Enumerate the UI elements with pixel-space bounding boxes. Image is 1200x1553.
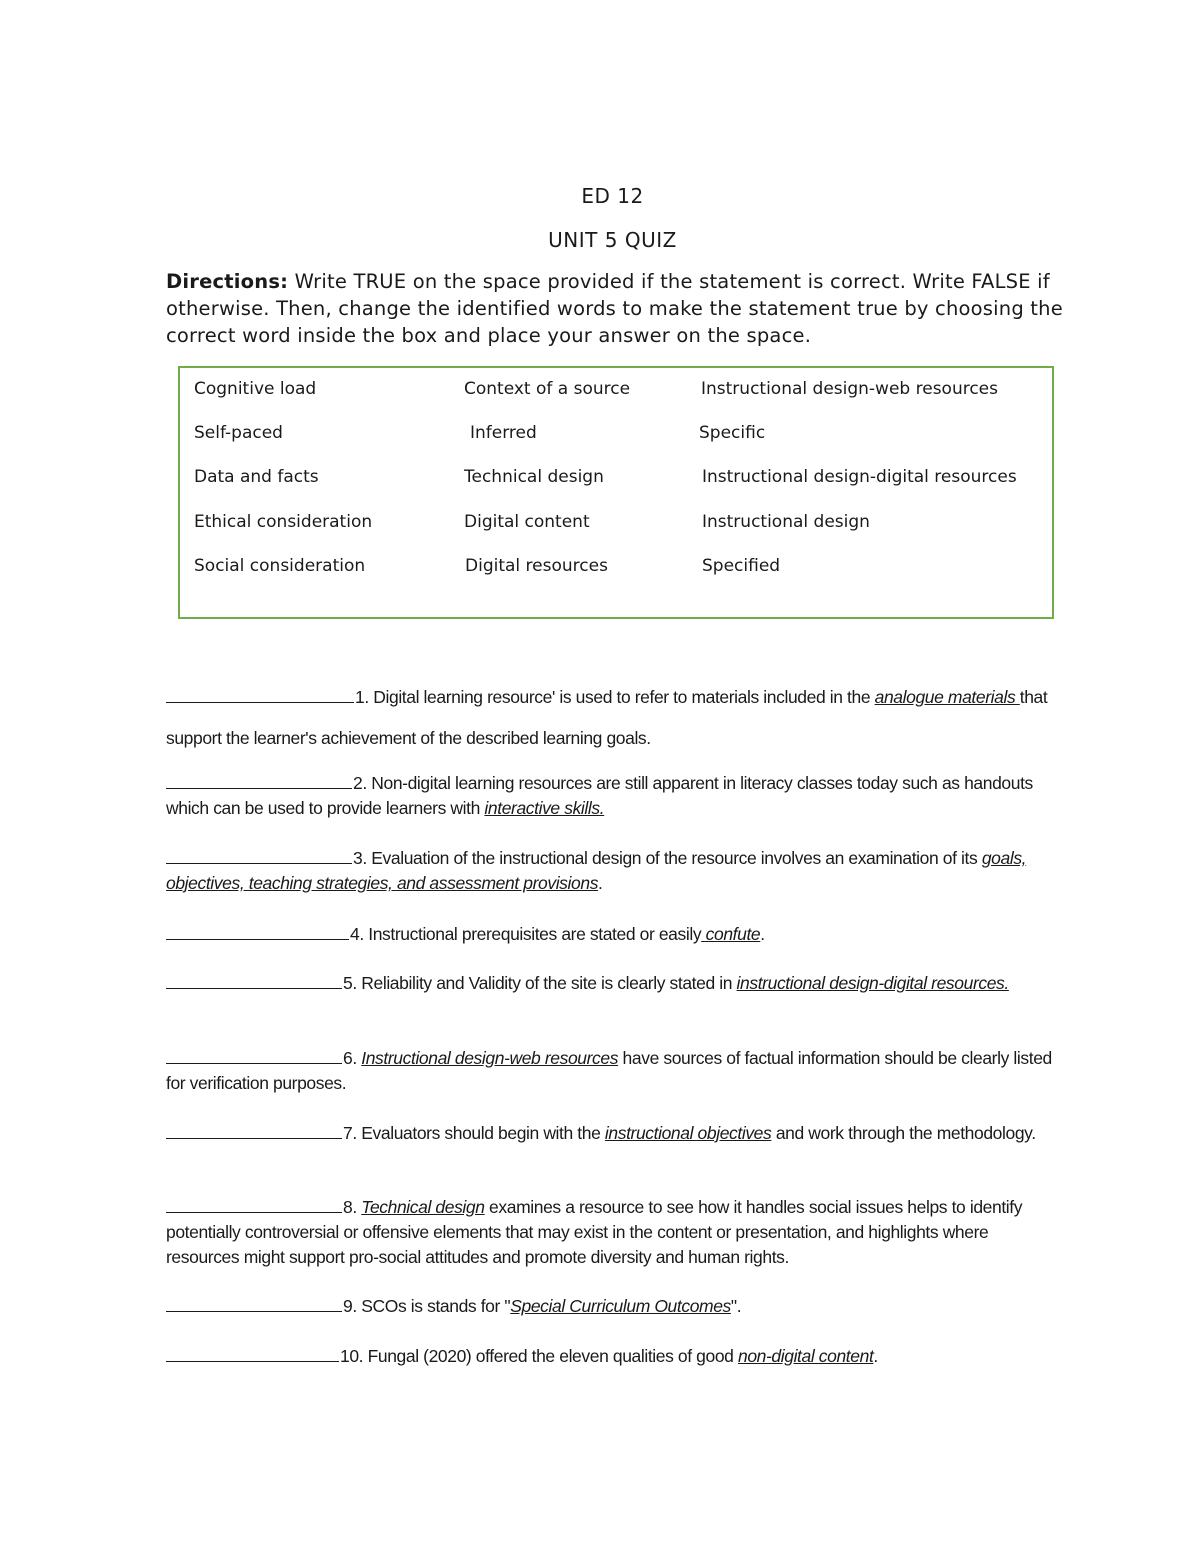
quiz-item-6: 6. Instructional design-web resources have sources of factual information should be clearly listed for verification purposes. xyxy=(166,1048,1052,1093)
answer-blank[interactable] xyxy=(166,922,349,940)
identified-words: goals, objectives, teaching strategies, and assessment provisions xyxy=(166,848,1027,893)
word-bank-item: Digital resources xyxy=(465,556,608,576)
answer-blank[interactable] xyxy=(166,1195,342,1213)
word-bank-item: Social consideration xyxy=(194,556,366,576)
quiz-item-7: 7. Evaluators should begin with the instructional objectives and work through the methodology. xyxy=(166,1121,1066,1146)
quiz-item-5: 5. Reliability and Validity of the site is clearly stated in instructional design-digital resources. xyxy=(166,971,1066,996)
answer-blank[interactable] xyxy=(166,971,342,989)
identified-words: Instructional design-web resources xyxy=(361,1048,619,1068)
word-bank-item: Instructional design-web resources xyxy=(701,379,999,399)
answer-blank[interactable] xyxy=(166,1121,342,1139)
word-bank-box xyxy=(178,366,1054,619)
word-bank-item: Context of a source xyxy=(464,379,631,399)
quiz-item-10: 10. Fungal (2020) offered the eleven qualities of good non-digital content. xyxy=(166,1344,1066,1369)
identified-words: instructional design-digital resources. xyxy=(736,973,1009,993)
directions xyxy=(166,268,1066,349)
identified-words: Technical design xyxy=(361,1197,485,1217)
word-bank-item: Ethical consideration xyxy=(194,512,373,532)
identified-words: Special Curriculum Outcomes xyxy=(510,1296,731,1316)
answer-blank[interactable] xyxy=(166,771,352,789)
word-bank-item: Technical design xyxy=(464,467,604,487)
identified-words: instructional objectives xyxy=(604,1123,772,1143)
identified-words: interactive skills. xyxy=(484,798,605,818)
directions-text: Write TRUE on the space provided if the statement is correct. Write FALSE if otherwise. Then, change the identified words to make the statement true by choosing the correct word inside the box and place your answer on the space. xyxy=(166,270,1063,347)
word-bank-item: Specific xyxy=(699,423,766,443)
word-bank-item: Specified xyxy=(702,556,781,576)
word-bank-item: Data and facts xyxy=(194,467,319,487)
quiz-item-4: 4. Instructional prerequisites are stated or easily confute. xyxy=(166,922,1066,947)
answer-blank[interactable] xyxy=(166,1294,342,1312)
answer-blank[interactable] xyxy=(166,846,352,864)
identified-words: confute xyxy=(701,924,761,944)
quiz-item-9: 9. SCOs is stands for "Special Curriculum Outcomes". xyxy=(166,1294,1066,1319)
quiz-item-1: 1. Digital learning resource' is used to refer to materials included in the analogue materials that support the learner's achievement of the described learning goals. xyxy=(166,687,1048,748)
answer-blank[interactable] xyxy=(166,685,354,703)
identified-words: non-digital content xyxy=(737,1346,874,1366)
directions-label: Directions: xyxy=(166,270,289,293)
quiz-item-3: 3. Evaluation of the instructional design of the resource involves an examination of its goals, objectives, teaching strategies, and assessment provisions. xyxy=(166,848,1027,893)
word-bank-item: Instructional design xyxy=(702,512,870,532)
quiz-item-2: 2. Non-digital learning resources are still apparent in literacy classes today such as handouts which can be used to provide learners with interactive skills. xyxy=(166,773,1033,818)
quiz-item-8: 8. Technical design examines a resource to see how it handles social issues helps to identify potentially controversial or offensive elements that may exist in the content or presentation, and highlights where resources might support pro-social attitudes and promote diversity and human rights. xyxy=(166,1197,1023,1267)
quiz-title: UNIT 5 QUIZ xyxy=(548,228,677,252)
answer-blank[interactable] xyxy=(166,1344,339,1362)
word-bank-item: Instructional design-digital resources xyxy=(702,467,1017,487)
identified-words: analogue materials xyxy=(874,687,1020,707)
course-code: ED 12 xyxy=(581,184,644,208)
word-bank-item: Digital content xyxy=(464,512,590,532)
word-bank-item: Inferred xyxy=(470,423,537,443)
answer-blank[interactable] xyxy=(166,1046,342,1064)
word-bank-item: Cognitive load xyxy=(194,379,317,399)
word-bank-item: Self-paced xyxy=(194,423,283,443)
